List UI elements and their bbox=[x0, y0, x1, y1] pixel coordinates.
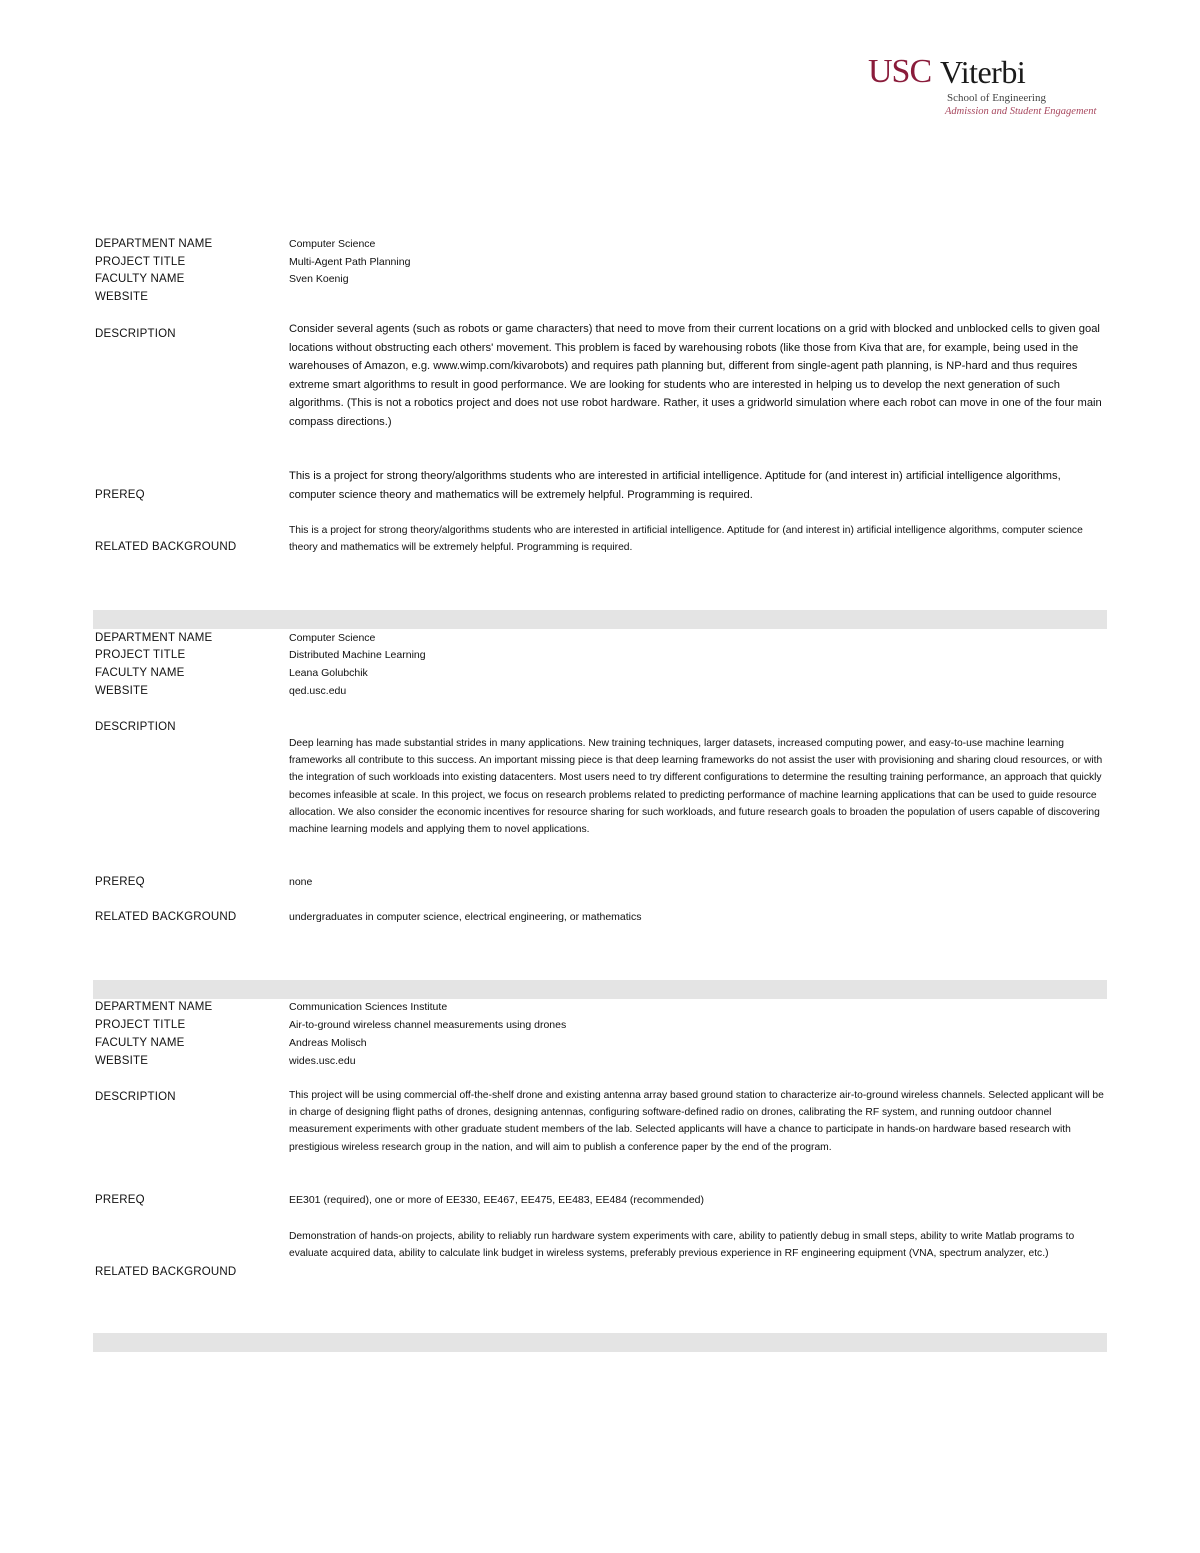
related-background-label: RELATED BACKGROUND bbox=[95, 1266, 237, 1278]
prereq-label: PREREQ bbox=[95, 876, 145, 888]
section-separator bbox=[93, 610, 1107, 629]
prereq-text: EE301 (required), one or more of EE330, EE467, EE475, EE483, EE484 (recommended) bbox=[289, 1194, 704, 1206]
related-background-label: RELATED BACKGROUND bbox=[95, 541, 237, 553]
logo-usc-text: USC bbox=[868, 53, 932, 90]
project-title-label: PROJECT TITLE bbox=[95, 1019, 186, 1031]
faculty-name-value: Andreas Molisch bbox=[289, 1037, 367, 1049]
website-label: WEBSITE bbox=[95, 685, 149, 697]
department-name-value: Computer Science bbox=[289, 632, 376, 644]
department-name-label: DEPARTMENT NAME bbox=[95, 632, 213, 644]
description-text: This project will be using commercial off-the-shelf drone and existing antenna array based ground station to characterize air-to-ground wireless channels. Selected applicant will be in charge of designing flight paths of drones, designing antennas, configuring software-defined radio on drones, calibrating the RF system, and running outdoor channel measurement experiments with other graduate student members of the lab. Selected applicants will have a chance to participate in hands-on hardware based research with prestigious wireless research group in the nation, and will aim to publish a conference paper by the end of the program. bbox=[289, 1090, 1104, 1153]
website-label: WEBSITE bbox=[95, 291, 149, 303]
logo-school-text: School of Engineering bbox=[947, 92, 1046, 104]
faculty-name-label: FACULTY NAME bbox=[95, 1037, 185, 1049]
related-background-text: This is a project for strong theory/algorithms students who are interested in artificial intelligence. Aptitude for (and interest in) artificial intelligence algorithms, computer science theory and mathematics will be extremely helpful. Programming is required. bbox=[289, 525, 1083, 554]
prereq-label: PREREQ bbox=[95, 1194, 145, 1206]
prereq-text: This is a project for strong theory/algorithms students who are interested in artificial intelligence. Aptitude for (and interest in) artificial intelligence algorithms, computer science theory and mathematics will be extremely helpful. Programming is required. bbox=[289, 470, 1061, 501]
related-background-label: RELATED BACKGROUND bbox=[95, 911, 237, 923]
project-title-label: PROJECT TITLE bbox=[95, 649, 186, 661]
description-label: DESCRIPTION bbox=[95, 328, 176, 340]
logo-department-text: Admission and Student Engagement bbox=[945, 106, 1097, 117]
website-value: wides.usc.edu bbox=[289, 1055, 356, 1067]
faculty-name-label: FACULTY NAME bbox=[95, 273, 185, 285]
description-label: DESCRIPTION bbox=[95, 721, 176, 733]
logo-viterbi-text: Viterbi bbox=[940, 54, 1026, 90]
section-separator bbox=[93, 1333, 1107, 1352]
prereq-text: none bbox=[289, 876, 313, 888]
project-title-value: Multi-Agent Path Planning bbox=[289, 256, 411, 268]
project-title-value: Air-to-ground wireless channel measurements using drones bbox=[289, 1019, 567, 1031]
description-text: Consider several agents (such as robots or game characters) that need to move from their current locations on a grid with blocked and unblocked cells to given goal locations without obstructing each others' movement. This problem is faced by warehousing robots (like those from Kiva that are, for example, being used in the warehouses of Amazon, e.g. www.wimp.com/kivarobots) and requires path planning but, different from single-agent path planning, is NP-hard and thus requires extreme smart algorithms to result in good performance. We are looking for students who are interested in helping us to develop the next generation of such algorithms. (This is not a robotics project and does not use robot hardware. Rather, it uses a gridworld simulation where each robot can move in one of the four main compass directions.) bbox=[289, 323, 1102, 428]
faculty-name-label: FACULTY NAME bbox=[95, 667, 185, 679]
website-label: WEBSITE bbox=[95, 1055, 149, 1067]
section-separator bbox=[93, 980, 1107, 999]
department-name-label: DEPARTMENT NAME bbox=[95, 238, 213, 250]
related-background-text: Demonstration of hands-on projects, ability to reliably run hardware system experiments with care, ability to patiently debug in small steps, ability to write Matlab programs to evaluate acquired data, ability to calculate link budget in wireless systems, preferably previous experience in RF engineering equipment (VNA, spectrum analyzer, etc.) bbox=[289, 1231, 1075, 1260]
website-value: qed.usc.edu bbox=[289, 685, 347, 697]
faculty-name-value: Leana Golubchik bbox=[289, 667, 368, 679]
department-name-value: Computer Science bbox=[289, 238, 376, 250]
prereq-label: PREREQ bbox=[95, 489, 145, 501]
description-label: DESCRIPTION bbox=[95, 1091, 176, 1103]
usc-viterbi-logo bbox=[866, 54, 1126, 124]
department-name-label: DEPARTMENT NAME bbox=[95, 1001, 213, 1013]
department-name-value: Communication Sciences Institute bbox=[289, 1001, 448, 1013]
project-title-label: PROJECT TITLE bbox=[95, 256, 186, 268]
related-background-text: undergraduates in computer science, electrical engineering, or mathematics bbox=[289, 911, 642, 923]
faculty-name-value: Sven Koenig bbox=[289, 273, 349, 285]
project-title-value: Distributed Machine Learning bbox=[289, 649, 426, 661]
description-text: Deep learning has made substantial strides in many applications. New training techniques, larger datasets, increased computing power, and easy-to-use machine learning frameworks all contribute to this success. An important missing piece is that deep learning frameworks do not assist the user with provisioning and sharing cloud resources, or with the integration of such workloads into existing datacenters. Most users need to try different configurations to determine the resulting training performance, an approach that quickly becomes infeasible at scale. In this project, we focus on research problems related to predicting performance of machine learning applications that can be used to guide resource allocation. We also consider the economic incentives for resource sharing for such workloads, and future research goals to broaden the population of users capable of discovering machine learning models and applying them to novel applications. bbox=[289, 738, 1103, 836]
